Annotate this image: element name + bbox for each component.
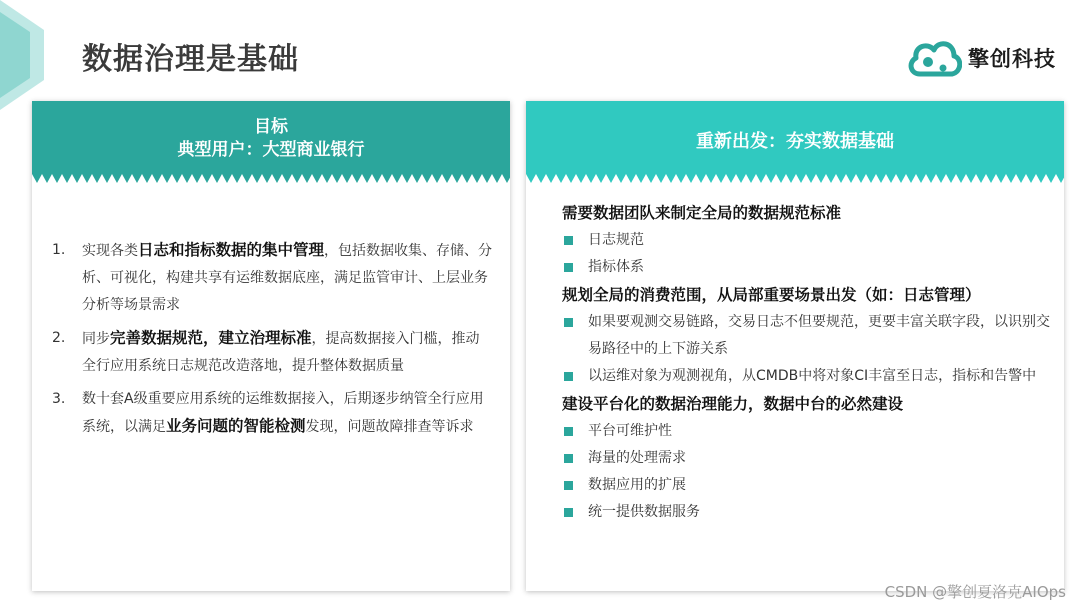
square-bullet-icon	[564, 263, 573, 272]
goal-panel-title: 目标	[254, 117, 288, 137]
bullet-text: 指标体系	[588, 259, 644, 275]
bullet-item	[562, 445, 1052, 472]
bullet-text: 如果要观测交易链路，交易日志不但要规范，更要丰富关联字段，以识别交易路径中的上下游关系	[588, 314, 1050, 357]
section-title: 需要数据团队来制定全局的数据规范标准	[562, 204, 842, 222]
restart-panel	[526, 101, 1064, 591]
brand-logo	[906, 34, 1056, 82]
bullet-item	[562, 418, 1052, 445]
goal-text	[82, 325, 492, 380]
restart-panel-body	[562, 199, 1052, 526]
watermark: CSDN @擎创夏洛克AIOps	[884, 583, 1066, 601]
goal-panel	[32, 101, 510, 591]
goal-segment: ，提高数据接入门槛，推动全行应用系统日志规范改造落地，提升整体数据质量	[82, 331, 480, 374]
bullet-text: 日志规范	[588, 232, 644, 248]
goal-number: 3.	[52, 391, 66, 407]
restart-panel-header	[526, 101, 1064, 183]
bullet-text: 以运维对象为观测视角，从CMDB中将对象CI丰富至日志，指标和告警中	[588, 368, 1037, 384]
goal-segment: 发现，问题故障排查等诉求	[305, 419, 474, 435]
zigzag-edge	[526, 174, 1064, 183]
goal-item	[52, 237, 492, 319]
bullet-text: 数据应用的扩展	[588, 477, 686, 493]
brand-name: 擎创科技	[968, 47, 1056, 71]
square-bullet-icon	[564, 372, 573, 381]
bullet-text: 平台可维护性	[588, 423, 672, 439]
goal-text	[82, 237, 492, 319]
square-bullet-icon	[564, 508, 573, 517]
goal-panel-header	[32, 101, 510, 183]
zigzag-edge	[32, 174, 510, 183]
goal-list	[52, 237, 492, 441]
bullet-list	[562, 309, 1052, 390]
goal-segment: 数十套A级重要应用系统的运维数据接入，后期逐步纳管全行应用系统，以满足	[82, 391, 484, 435]
goal-highlight: 完善数据规范，建立治理标准	[110, 329, 312, 347]
bullet-item	[562, 309, 1052, 363]
goal-number: 1.	[52, 242, 66, 258]
section-title: 建设平台化的数据治理能力，数据中台的必然建设	[562, 395, 904, 413]
bullet-item	[562, 254, 1052, 281]
bullet-item	[562, 363, 1052, 390]
goal-number: 2.	[52, 330, 66, 346]
bullet-item	[562, 227, 1052, 254]
square-bullet-icon	[564, 427, 573, 436]
square-bullet-icon	[564, 454, 573, 463]
goal-highlight: 日志和指标数据的集中管理	[138, 241, 325, 259]
corner-decoration	[0, 0, 60, 110]
goal-segment: ，包括数据收集、存储、分析、可视化，构建共享有运维数据底座，满足监管审计、上层业务分析等场景需求	[82, 243, 493, 313]
square-bullet-icon	[564, 318, 573, 327]
cloud-logo-icon	[906, 34, 962, 82]
goal-item	[52, 325, 492, 380]
restart-panel-title: 重新出发：夯实数据基础	[696, 131, 894, 152]
bullet-list	[562, 227, 1052, 281]
square-bullet-icon	[564, 236, 573, 245]
goal-segment: 同步	[82, 331, 110, 347]
bullet-item	[562, 472, 1052, 499]
goal-item	[52, 386, 492, 441]
goal-segment: 实现各类	[82, 243, 138, 259]
square-bullet-icon	[564, 481, 573, 490]
bullet-text: 海量的处理需求	[588, 450, 686, 466]
bullet-text: 统一提供数据服务	[588, 504, 700, 520]
slide-title: 数据治理是基础	[82, 42, 299, 77]
goal-text	[82, 386, 492, 441]
bullet-list	[562, 418, 1052, 526]
section-title: 规划全局的消费范围，从局部重要场景出发（如：日志管理）	[562, 286, 981, 304]
bullet-item	[562, 499, 1052, 526]
goal-highlight: 业务问题的智能检测	[166, 417, 306, 435]
goal-panel-subtitle: 典型用户：大型商业银行	[177, 140, 365, 160]
